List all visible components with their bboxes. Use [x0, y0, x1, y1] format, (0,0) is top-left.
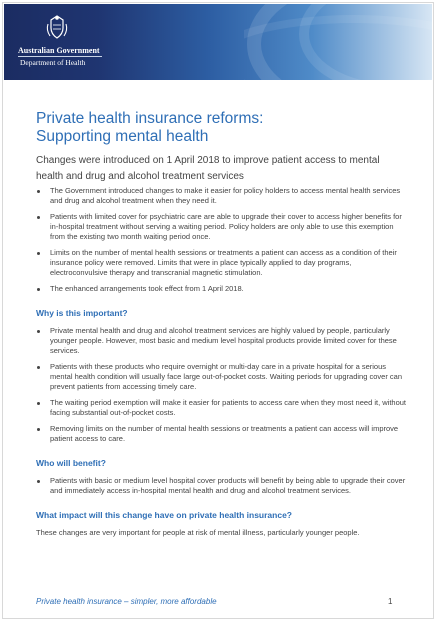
footer-tagline: Private health insurance – simpler, more affordable [36, 597, 217, 606]
list-item: The Government introduced changes to make it easier for policy holders to access mental health services and drug and alcohol treatment when they need it. [36, 186, 406, 206]
why-list [36, 326, 406, 444]
intro-text: Changes were introduced on 1 April 2018 to improve patient access to mental health and drug and alcohol treatment services [36, 155, 380, 182]
department-name: Department of Health [20, 58, 86, 67]
list-item: Patients with basic or medium level hospital cover products will benefit by being able to upgrade their cover and immediately access in-hospital mental health and drug and alcohol treatment services. [36, 476, 406, 496]
overview-list [36, 186, 406, 294]
who-list [36, 476, 406, 496]
page-title [36, 110, 406, 146]
main-content [36, 186, 406, 538]
list-item: Private mental health and drug and alcohol treatment services are highly valued by people, particularly younger people. However, most basic and medium level hospital products provide limited cover for these services. [36, 326, 406, 356]
decorative-rings-icon [244, 4, 432, 80]
title-line-1: Private health insurance reforms: [36, 110, 264, 127]
list-item: Removing limits on the number of mental health sessions or treatments a patient can access will improve patient access to care. [36, 424, 406, 444]
list-item: The enhanced arrangements took effect from 1 April 2018. [36, 284, 406, 294]
list-item: The waiting period exemption will make it easier for patients to access care when they most need it, without facing substantial out-of-pocket costs. [36, 398, 406, 418]
title-line-2: Supporting mental health [36, 128, 209, 145]
impact-text: These changes are very important for people at risk of mental illness, particularly younger people. [36, 528, 360, 537]
government-name: Australian Government [18, 46, 100, 55]
list-item: Patients with these products who require overnight or multi-day care in a private hospital for a serious mental health condition will usually face large out-of-pocket costs. Waiting periods for upgrading cover can prevent patients from accessing timely care. [36, 362, 406, 392]
heading-why: Why is this important? [36, 308, 128, 318]
list-item: Patients with limited cover for psychiatric care are able to upgrade their cover to access higher benefits for in-hospital treatment without serving a waiting period. Policy holders are only able to use this exemption from the existing two month waiting period once. [36, 212, 406, 242]
heading-who: Who will benefit? [36, 458, 106, 468]
coat-of-arms-icon [44, 14, 70, 42]
heading-impact: What impact will this change have on private health insurance? [36, 510, 293, 520]
header-banner [4, 4, 432, 80]
header-divider [18, 56, 102, 57]
list-item: Limits on the number of mental health sessions or treatments a patient can access as a condition of their insurance policy were removed. Limits that were in place typically applied to day programs, electroconvulsive therapy and transcranial magnetic stimulation. [36, 248, 406, 278]
page-number: 1 [388, 597, 393, 606]
